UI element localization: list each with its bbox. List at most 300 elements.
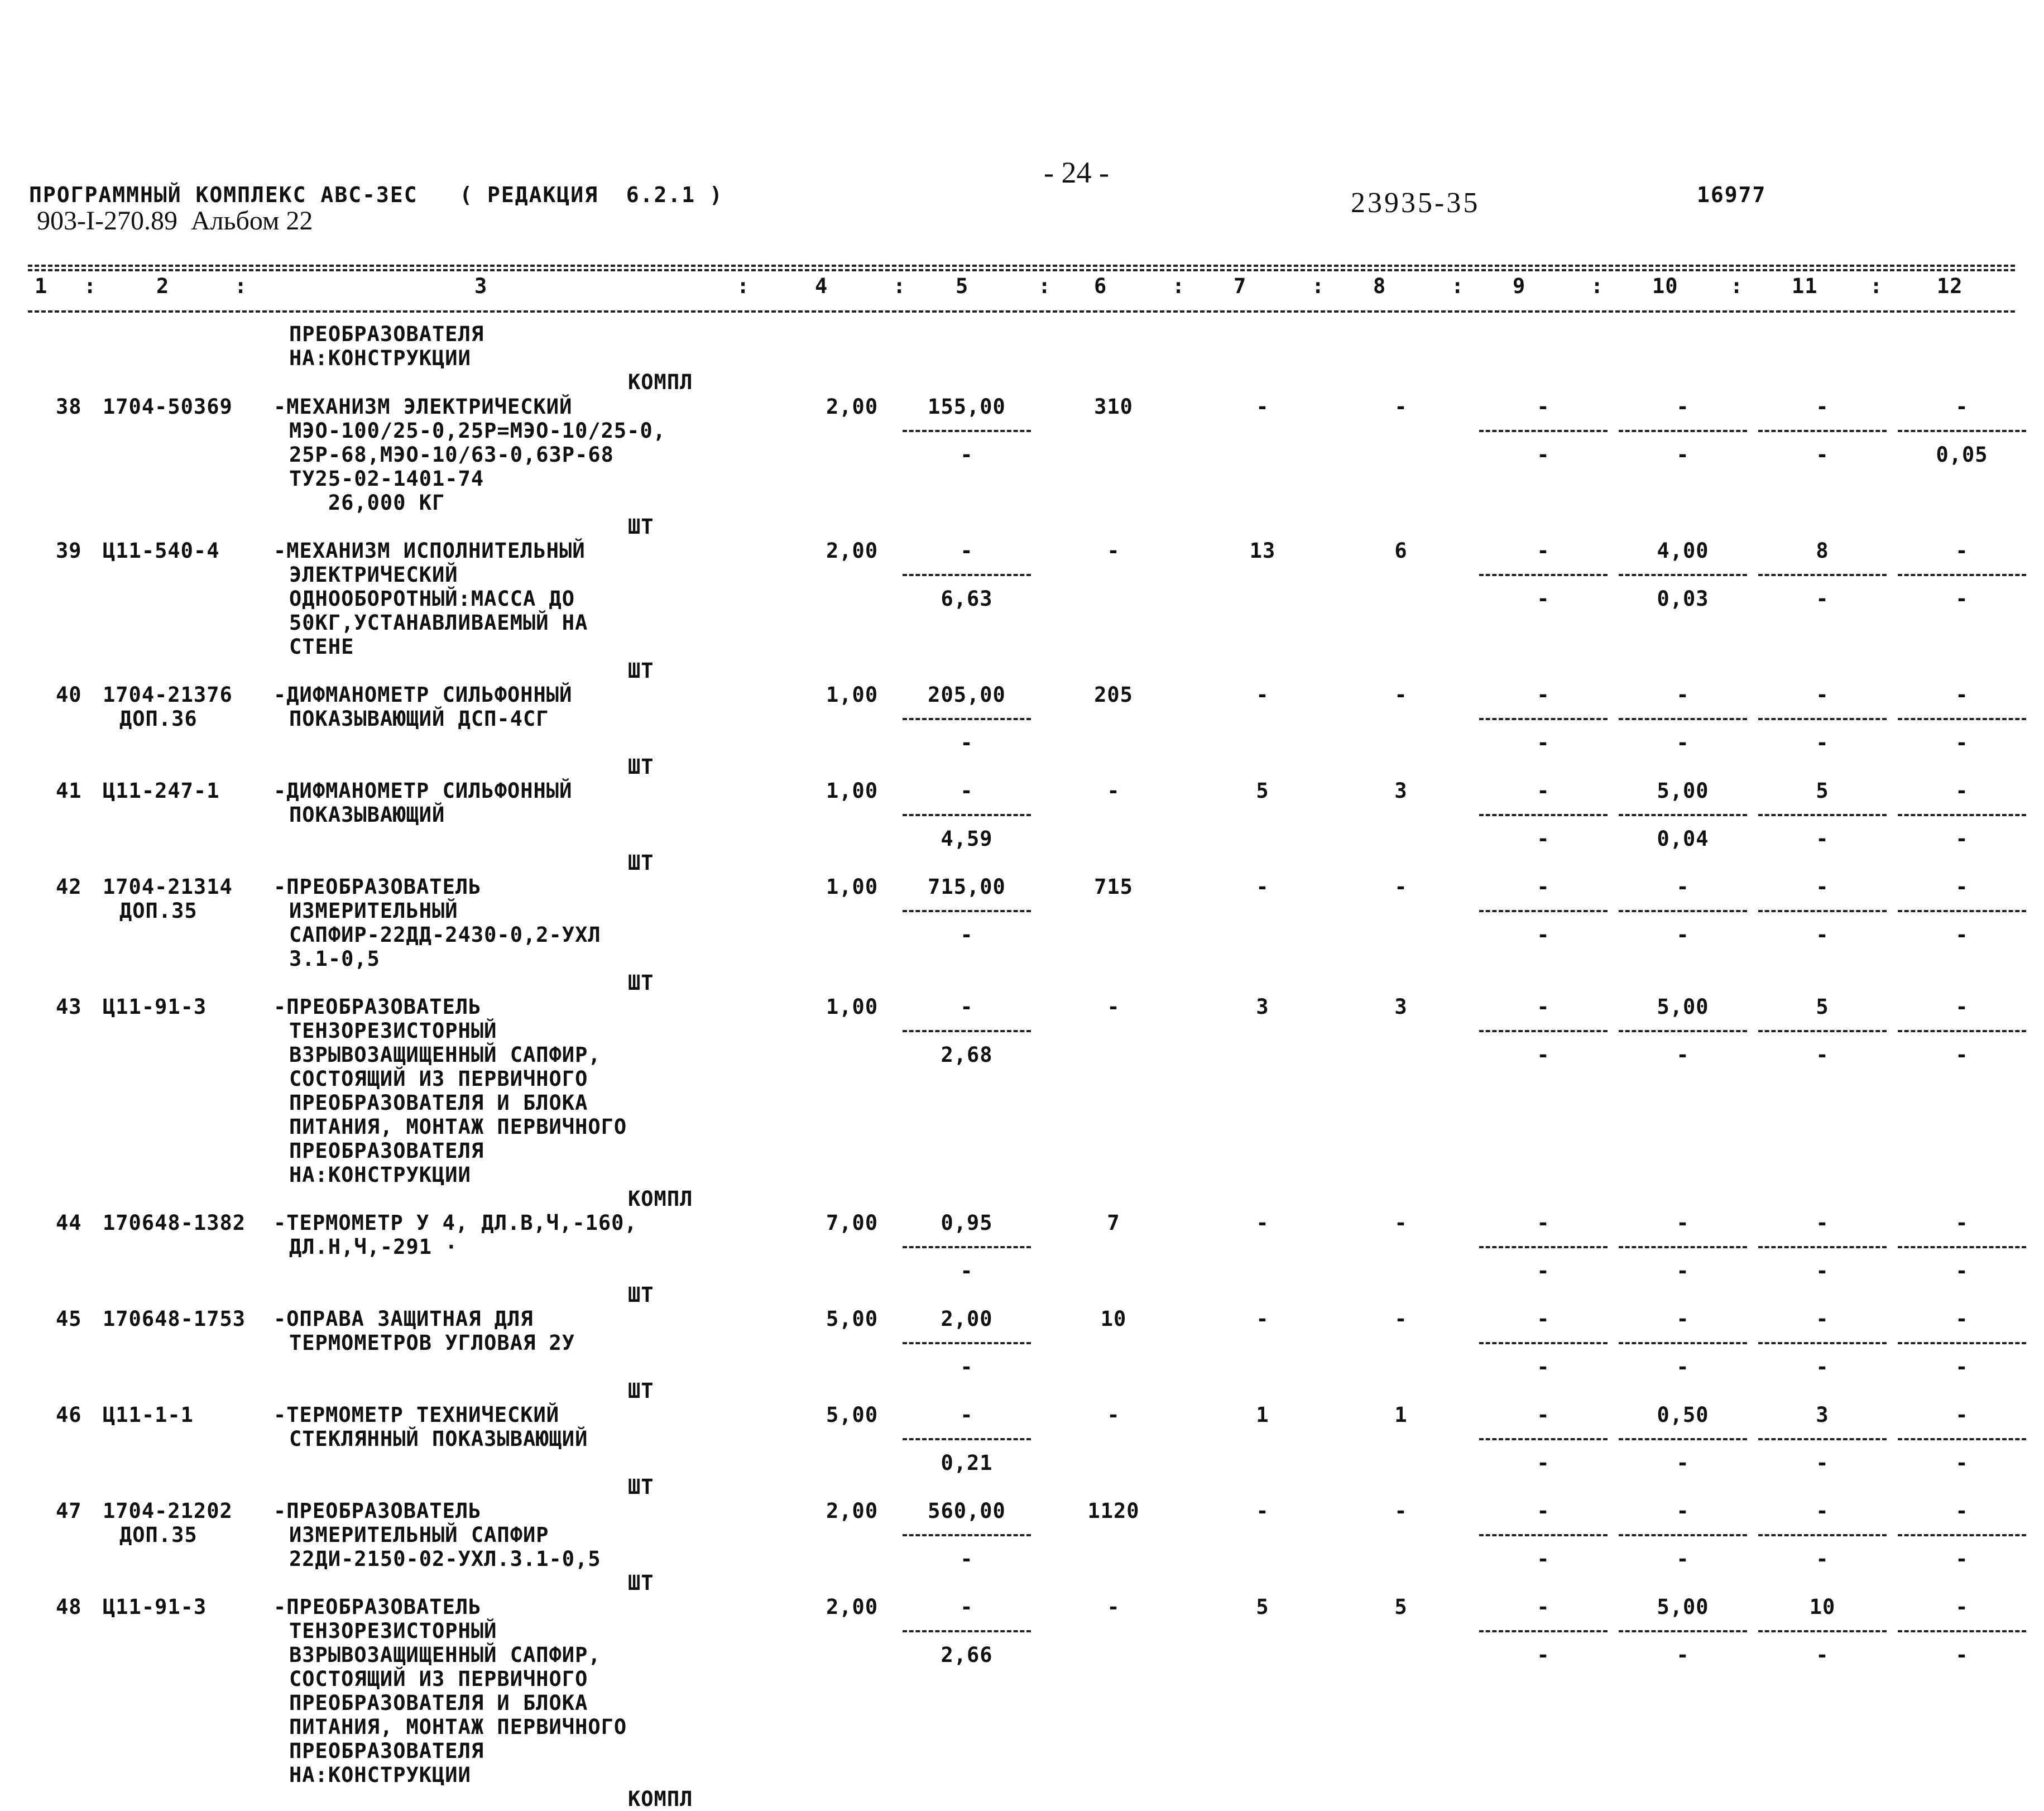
col10-fraction-line (1619, 1438, 1747, 1440)
row-number: 46 (56, 1403, 82, 1427)
item-description-line: СТЕНЕ (289, 635, 354, 659)
col7-value: - (1256, 1499, 1269, 1523)
column-header-2: 2 (156, 274, 170, 298)
col9-fraction-line (1479, 430, 1608, 432)
col5-price-bottom: - (960, 731, 973, 755)
col9-bottom: - (1537, 1547, 1550, 1571)
continuation-line: НА:КОНСТРУКЦИИ (289, 346, 471, 370)
col11-fraction-line (1758, 1342, 1887, 1344)
col8-value: - (1394, 1499, 1408, 1523)
column-separator: : (893, 274, 906, 298)
col8-value: - (1394, 1211, 1408, 1235)
col11-top: - (1816, 1211, 1829, 1235)
item-description-line: 50КГ,УСТАНАВЛИВАЕМЫЙ НА (289, 611, 588, 635)
col12-fraction-line (1898, 1534, 2026, 1536)
item-description-line: ПОКАЗЫВАЮЩИЙ ДСП-4СГ (289, 707, 549, 731)
item-description-line: ПИТАНИЯ, МОНТАЖ ПЕРВИЧНОГО (289, 1715, 627, 1739)
col10-bottom: 0,03 (1657, 587, 1709, 611)
col12-top: - (1955, 539, 1969, 563)
col11-bottom: - (1816, 443, 1829, 467)
col12-fraction-line (1898, 718, 2026, 720)
col9-top: - (1537, 539, 1550, 563)
col7-value: 1 (1256, 1403, 1269, 1427)
item-code: Ц11-91-3 (103, 995, 207, 1019)
col8-value: 5 (1394, 1595, 1408, 1619)
column-header-8: 8 (1373, 274, 1386, 298)
column-header-7: 7 (1234, 274, 1247, 298)
item-description-line: -ДИФМАНОМЕТР СИЛЬФОННЫЙ (274, 779, 573, 803)
col4-quantity: 5,00 (826, 1307, 879, 1331)
col9-bottom: - (1537, 587, 1550, 611)
col10-top: 5,00 (1657, 995, 1709, 1019)
col10-fraction-line (1619, 1630, 1747, 1632)
col6-value: - (1107, 995, 1120, 1019)
col9-top: - (1537, 1211, 1550, 1235)
col9-top: - (1537, 1499, 1550, 1523)
item-description-line: -ПРЕОБРАЗОВАТЕЛЬ (274, 875, 482, 899)
col10-fraction-line (1619, 910, 1747, 912)
col9-top: - (1537, 1307, 1550, 1331)
table-top-rule (28, 265, 2015, 267)
col7-value: - (1256, 1211, 1269, 1235)
col11-top: - (1816, 395, 1829, 419)
item-description-line: СОСТОЯЩИЙ ИЗ ПЕРВИЧНОГО (289, 1067, 588, 1091)
col10-top: 5,00 (1657, 1595, 1709, 1619)
col12-top: - (1955, 995, 1969, 1019)
col11-top: 3 (1816, 1403, 1829, 1427)
col5-price-bottom: 2,68 (941, 1043, 993, 1067)
col5-fraction-line (903, 1342, 1031, 1344)
col7-value: - (1256, 395, 1269, 419)
item-description-line: -ПРЕОБРАЗОВАТЕЛЬ (274, 1499, 482, 1523)
col12-top: - (1955, 1307, 1969, 1331)
item-description-line: ТЕНЗОРЕЗИСТОРНЫЙ (289, 1619, 497, 1643)
item-description-line: -ТЕРМОМЕТР ТЕХНИЧЕСКИЙ (274, 1403, 560, 1427)
col12-bottom: - (1955, 1451, 1969, 1475)
col12-bottom: - (1955, 1355, 1969, 1379)
col8-value: 1 (1394, 1403, 1408, 1427)
item-description-line: ДЛ.Н,Ч,-291 · (289, 1235, 458, 1259)
col4-quantity: 2,00 (826, 539, 879, 563)
col7-value: 13 (1249, 539, 1276, 563)
unit-label: ШТ (628, 1571, 654, 1595)
column-separator: : (1312, 274, 1325, 298)
col6-value: 10 (1100, 1307, 1127, 1331)
col5-fraction-line (903, 910, 1031, 912)
col5-price-top: 155,00 (928, 395, 1006, 419)
col12-top: - (1955, 875, 1969, 899)
col5-price-bottom: - (960, 923, 973, 947)
col10-fraction-line (1619, 1246, 1747, 1248)
unit-label: ШТ (628, 659, 654, 683)
item-description-line: -ТЕРМОМЕТР У 4, ДЛ.В,Ч,-160, (274, 1211, 637, 1235)
col12-top: - (1955, 1403, 1969, 1427)
col9-fraction-line (1479, 814, 1608, 816)
item-description-line: 22ДИ-2150-02-УХЛ.3.1-0,5 (289, 1547, 601, 1571)
col12-bottom: - (1955, 587, 1969, 611)
column-separator: : (1172, 274, 1186, 298)
column-separator: : (1451, 274, 1465, 298)
item-description-line: ИЗМЕРИТЕЛЬНЫЙ САПФИР (289, 1523, 549, 1547)
col9-bottom: - (1537, 731, 1550, 755)
col10-fraction-line (1619, 430, 1747, 432)
item-code: Ц11-247-1 (103, 779, 220, 803)
item-description-line: -ПРЕОБРАЗОВАТЕЛЬ (274, 995, 482, 1019)
col11-bottom: - (1816, 587, 1829, 611)
col11-bottom: - (1816, 827, 1829, 851)
col11-top: 8 (1816, 539, 1829, 563)
col9-top: - (1537, 683, 1550, 707)
col9-bottom: - (1537, 1643, 1550, 1667)
album-label: 903-I-270.89 Альбом 22 (37, 206, 313, 236)
col10-top: - (1676, 395, 1690, 419)
column-header-10: 10 (1652, 274, 1678, 298)
col12-top: - (1955, 1595, 1969, 1619)
col11-fraction-line (1758, 430, 1887, 432)
col12-bottom: - (1955, 1043, 1969, 1067)
col12-bottom: - (1955, 1547, 1969, 1571)
col9-fraction-line (1479, 1534, 1608, 1536)
col9-fraction-line (1479, 574, 1608, 576)
row-number: 42 (56, 875, 82, 899)
col9-bottom: - (1537, 1043, 1550, 1067)
item-description-line: ТЕНЗОРЕЗИСТОРНЫЙ (289, 1019, 497, 1043)
item-code-extra: ДОП.36 (119, 707, 198, 731)
col6-value: - (1107, 539, 1120, 563)
col12-fraction-line (1898, 1342, 2026, 1344)
column-header-3: 3 (474, 274, 488, 298)
col12-bottom: - (1955, 1259, 1969, 1283)
col12-top: - (1955, 683, 1969, 707)
col11-bottom: - (1816, 1043, 1829, 1067)
column-header-4: 4 (815, 274, 828, 298)
item-description-line: ПОКАЗЫВАЮЩИЙ (289, 803, 445, 827)
col12-top: - (1955, 779, 1969, 803)
unit-label: ШТ (628, 1475, 654, 1499)
row-number: 44 (56, 1211, 82, 1235)
item-description-line: -ПРЕОБРАЗОВАТЕЛЬ (274, 1595, 482, 1619)
row-number: 47 (56, 1499, 82, 1523)
column-header-11: 11 (1792, 274, 1818, 298)
unit-label: ШТ (628, 1283, 654, 1307)
unit-label: ШТ (628, 1379, 654, 1403)
column-header-1: 1 (35, 274, 48, 298)
col11-fraction-line (1758, 718, 1887, 720)
col5-price-top: - (960, 779, 973, 803)
col4-quantity: 2,00 (826, 1595, 879, 1619)
col10-fraction-line (1619, 1534, 1747, 1536)
item-description-line: -ОПРАВА ЗАЩИТНАЯ ДЛЯ (274, 1307, 534, 1331)
col10-top: - (1676, 1499, 1690, 1523)
item-description-line: ОДНООБОРОТНЫЙ:МАССА ДО (289, 587, 575, 611)
col12-fraction-line (1898, 1438, 2026, 1440)
row-number: 40 (56, 683, 82, 707)
row-number: 41 (56, 779, 82, 803)
col8-value: - (1394, 875, 1408, 899)
continuation-unit: КОМПЛ (628, 370, 693, 394)
col11-fraction-line (1758, 1534, 1887, 1536)
col5-price-bottom: - (960, 1259, 973, 1283)
column-separator: : (737, 274, 750, 298)
row-number: 43 (56, 995, 82, 1019)
col7-value: 5 (1256, 1595, 1269, 1619)
col12-fraction-line (1898, 430, 2026, 432)
col6-value: - (1107, 1595, 1120, 1619)
col9-top: - (1537, 395, 1550, 419)
col9-fraction-line (1479, 718, 1608, 720)
item-description-line: -МЕХАНИЗМ ИСПОЛНИТЕЛЬНЫЙ (274, 539, 586, 563)
column-separator: : (234, 274, 248, 298)
unit-label: КОМПЛ (628, 1787, 693, 1811)
unit-label: ШТ (628, 515, 654, 539)
col12-bottom: - (1955, 827, 1969, 851)
col7-value: - (1256, 683, 1269, 707)
col12-fraction-line (1898, 814, 2026, 816)
column-header-9: 9 (1513, 274, 1526, 298)
col4-quantity: 2,00 (826, 395, 879, 419)
col10-bottom: - (1676, 1451, 1690, 1475)
col10-bottom: - (1676, 731, 1690, 755)
col11-bottom: - (1816, 1259, 1829, 1283)
col8-value: - (1394, 683, 1408, 707)
column-separator: : (1591, 274, 1604, 298)
header-bottom-rule (28, 310, 2015, 313)
col10-bottom: - (1676, 1643, 1690, 1667)
col5-price-bottom: 4,59 (941, 827, 993, 851)
col11-fraction-line (1758, 574, 1887, 576)
col11-top: 5 (1816, 995, 1829, 1019)
item-description-line: -МЕХАНИЗМ ЭЛЕКТРИЧЕСКИЙ (274, 395, 573, 419)
item-description-line: ИЗМЕРИТЕЛЬНЫЙ (289, 899, 458, 923)
unit-label: ШТ (628, 971, 654, 995)
col5-price-bottom: - (960, 443, 973, 467)
col9-fraction-line (1479, 1438, 1608, 1440)
col12-fraction-line (1898, 910, 2026, 912)
col10-bottom: - (1676, 1547, 1690, 1571)
col12-top: - (1955, 1211, 1969, 1235)
item-description-line: 25Р-68,МЭО-10/63-0,63Р-68 (289, 443, 614, 467)
column-header-5: 5 (956, 274, 969, 298)
item-description-line: САПФИР-22ДД-2430-0,2-УХЛ (289, 923, 601, 947)
col11-top: - (1816, 683, 1829, 707)
col5-fraction-line (903, 574, 1031, 576)
col11-bottom: - (1816, 1643, 1829, 1667)
col9-top: - (1537, 779, 1550, 803)
col11-fraction-line (1758, 1630, 1887, 1632)
col10-bottom: - (1676, 1259, 1690, 1283)
col11-fraction-line (1758, 1030, 1887, 1032)
col10-bottom: - (1676, 923, 1690, 947)
col8-value: 3 (1394, 779, 1408, 803)
col4-quantity: 1,00 (826, 779, 879, 803)
col10-top: - (1676, 683, 1690, 707)
page-number: - 24 - (1044, 156, 1109, 189)
item-code: Ц11-540-4 (103, 539, 220, 563)
item-description-line: -ДИФМАНОМЕТР СИЛЬФОННЫЙ (274, 683, 573, 707)
col9-top: - (1537, 1403, 1550, 1427)
col10-bottom: - (1676, 1043, 1690, 1067)
col9-fraction-line (1479, 1630, 1608, 1632)
col7-value: - (1256, 1307, 1269, 1331)
col5-price-top: - (960, 539, 973, 563)
unit-label: КОМПЛ (628, 1187, 693, 1211)
item-code-extra: ДОП.35 (119, 899, 198, 923)
col11-bottom: - (1816, 1355, 1829, 1379)
item-code: Ц11-91-3 (103, 1595, 207, 1619)
col10-fraction-line (1619, 814, 1747, 816)
col10-bottom: - (1676, 443, 1690, 467)
col9-fraction-line (1479, 1342, 1608, 1344)
item-description-line: ТУ25-02-1401-74 (289, 467, 484, 491)
col6-value: 205 (1094, 683, 1133, 707)
col5-price-top: 0,95 (941, 1211, 993, 1235)
item-description-line: ВЗРЫВОЗАЩИЩЕННЫЙ САПФИР, (289, 1043, 601, 1067)
col8-value: 6 (1394, 539, 1408, 563)
col11-bottom: - (1816, 923, 1829, 947)
col11-top: 10 (1809, 1595, 1836, 1619)
col10-top: 0,50 (1657, 1403, 1709, 1427)
item-description-line: СОСТОЯЩИЙ ИЗ ПЕРВИЧНОГО (289, 1667, 588, 1691)
item-description-line: ПРЕОБРАЗОВАТЕЛЯ И БЛОКА (289, 1691, 588, 1715)
col12-bottom: - (1955, 1643, 1969, 1667)
col11-fraction-line (1758, 1438, 1887, 1440)
col6-value: 715 (1094, 875, 1133, 899)
col6-value: 1120 (1087, 1499, 1140, 1523)
col4-quantity: 1,00 (826, 875, 879, 899)
col11-fraction-line (1758, 1246, 1887, 1248)
col9-bottom: - (1537, 1451, 1550, 1475)
col9-top: - (1537, 1595, 1550, 1619)
row-number: 39 (56, 539, 82, 563)
column-header-12: 12 (1937, 274, 1963, 298)
col5-price-top: 560,00 (928, 1499, 1006, 1523)
col11-bottom: - (1816, 731, 1829, 755)
col5-price-top: - (960, 995, 973, 1019)
col5-fraction-line (903, 718, 1031, 720)
col7-value: 5 (1256, 779, 1269, 803)
col12-bottom: - (1955, 923, 1969, 947)
doc-code: 23935-35 (1351, 187, 1480, 219)
row-number: 38 (56, 395, 82, 419)
col9-top: - (1537, 995, 1550, 1019)
col4-quantity: 5,00 (826, 1403, 879, 1427)
item-description-line: ПИТАНИЯ, МОНТАЖ ПЕРВИЧНОГО (289, 1115, 627, 1139)
col6-value: 7 (1107, 1211, 1120, 1235)
col5-price-top: - (960, 1403, 973, 1427)
item-code: Ц11-1-1 (103, 1403, 194, 1427)
col10-fraction-line (1619, 718, 1747, 720)
col10-top: - (1676, 1307, 1690, 1331)
col12-fraction-line (1898, 574, 2026, 576)
col5-price-bottom: - (960, 1547, 973, 1571)
col5-price-top: 2,00 (941, 1307, 993, 1331)
col10-bottom: 0,04 (1657, 827, 1709, 851)
col11-top: - (1816, 1499, 1829, 1523)
col9-bottom: - (1537, 1259, 1550, 1283)
col9-fraction-line (1479, 1030, 1608, 1032)
col5-fraction-line (903, 1246, 1031, 1248)
item-code: 170648-1382 (103, 1211, 246, 1235)
col10-top: - (1676, 1211, 1690, 1235)
col12-top: - (1955, 395, 1969, 419)
col8-value: 3 (1394, 995, 1408, 1019)
col10-bottom: - (1676, 1355, 1690, 1379)
col11-fraction-line (1758, 814, 1887, 816)
column-separator: : (1870, 274, 1883, 298)
item-description-line: ПРЕОБРАЗОВАТЕЛЯ И БЛОКА (289, 1091, 588, 1115)
col9-bottom: - (1537, 923, 1550, 947)
unit-label: ШТ (628, 851, 654, 875)
col11-fraction-line (1758, 910, 1887, 912)
col10-fraction-line (1619, 574, 1747, 576)
item-description-line: ЭЛЕКТРИЧЕСКИЙ (289, 563, 458, 587)
column-separator: : (1038, 274, 1052, 298)
col5-price-bottom: 6,63 (941, 587, 993, 611)
item-description-line: СТЕКЛЯННЫЙ ПОКАЗЫВАЮЩИЙ (289, 1427, 588, 1451)
program-header: ПРОГРАММНЫЙ КОМПЛЕКС АВС-ЗЕС ( РЕДАКЦИЯ 6.2.1 ) (29, 183, 723, 207)
column-separator: : (1730, 274, 1744, 298)
col11-bottom: - (1816, 1547, 1829, 1571)
col9-top: - (1537, 875, 1550, 899)
col7-value: 3 (1256, 995, 1269, 1019)
col10-top: 5,00 (1657, 779, 1709, 803)
column-header-6: 6 (1094, 274, 1107, 298)
col5-fraction-line (903, 1534, 1031, 1536)
col9-fraction-line (1479, 1246, 1608, 1248)
col5-fraction-line (903, 430, 1031, 432)
item-description-line: 26,000 КГ (289, 491, 445, 515)
col8-value: - (1394, 395, 1408, 419)
col11-bottom: - (1816, 1451, 1829, 1475)
col5-fraction-line (903, 1030, 1031, 1032)
table-top-rule-2 (28, 269, 2015, 271)
col10-top: 4,00 (1657, 539, 1709, 563)
col11-top: 5 (1816, 779, 1829, 803)
col6-value: 310 (1094, 395, 1133, 419)
item-code-extra: ДОП.35 (119, 1523, 198, 1547)
col9-bottom: - (1537, 1355, 1550, 1379)
col8-value: - (1394, 1307, 1408, 1331)
item-code: 1704-21376 (103, 683, 233, 707)
col9-bottom: - (1537, 443, 1550, 467)
col4-quantity: 1,00 (826, 995, 879, 1019)
item-description-line: НА:КОНСТРУКЦИИ (289, 1163, 471, 1187)
col4-quantity: 1,00 (826, 683, 879, 707)
col6-value: - (1107, 779, 1120, 803)
col5-price-bottom: 2,66 (941, 1643, 993, 1667)
item-code: 1704-21202 (103, 1499, 233, 1523)
col4-quantity: 7,00 (826, 1211, 879, 1235)
col5-fraction-line (903, 1630, 1031, 1632)
col5-price-bottom: - (960, 1355, 973, 1379)
col7-value: - (1256, 875, 1269, 899)
col5-price-bottom: 0,21 (941, 1451, 993, 1475)
item-description-line: ВЗРЫВОЗАЩИЩЕННЫЙ САПФИР, (289, 1643, 601, 1667)
item-code: 1704-21314 (103, 875, 233, 899)
col12-top: - (1955, 1499, 1969, 1523)
continuation-line: ПРЕОБРАЗОВАТЕЛЯ (289, 322, 484, 346)
col4-quantity: 2,00 (826, 1499, 879, 1523)
item-description-line: ТЕРМОМЕТРОВ УГЛОВАЯ 2У (289, 1331, 575, 1355)
col11-top: - (1816, 1307, 1829, 1331)
col5-fraction-line (903, 1438, 1031, 1440)
unit-label: ШТ (628, 755, 654, 779)
col10-fraction-line (1619, 1030, 1747, 1032)
item-code: 1704-50369 (103, 395, 233, 419)
col5-fraction-line (903, 814, 1031, 816)
row-number: 48 (56, 1595, 82, 1619)
col12-bottom: 0,05 (1936, 443, 1988, 467)
